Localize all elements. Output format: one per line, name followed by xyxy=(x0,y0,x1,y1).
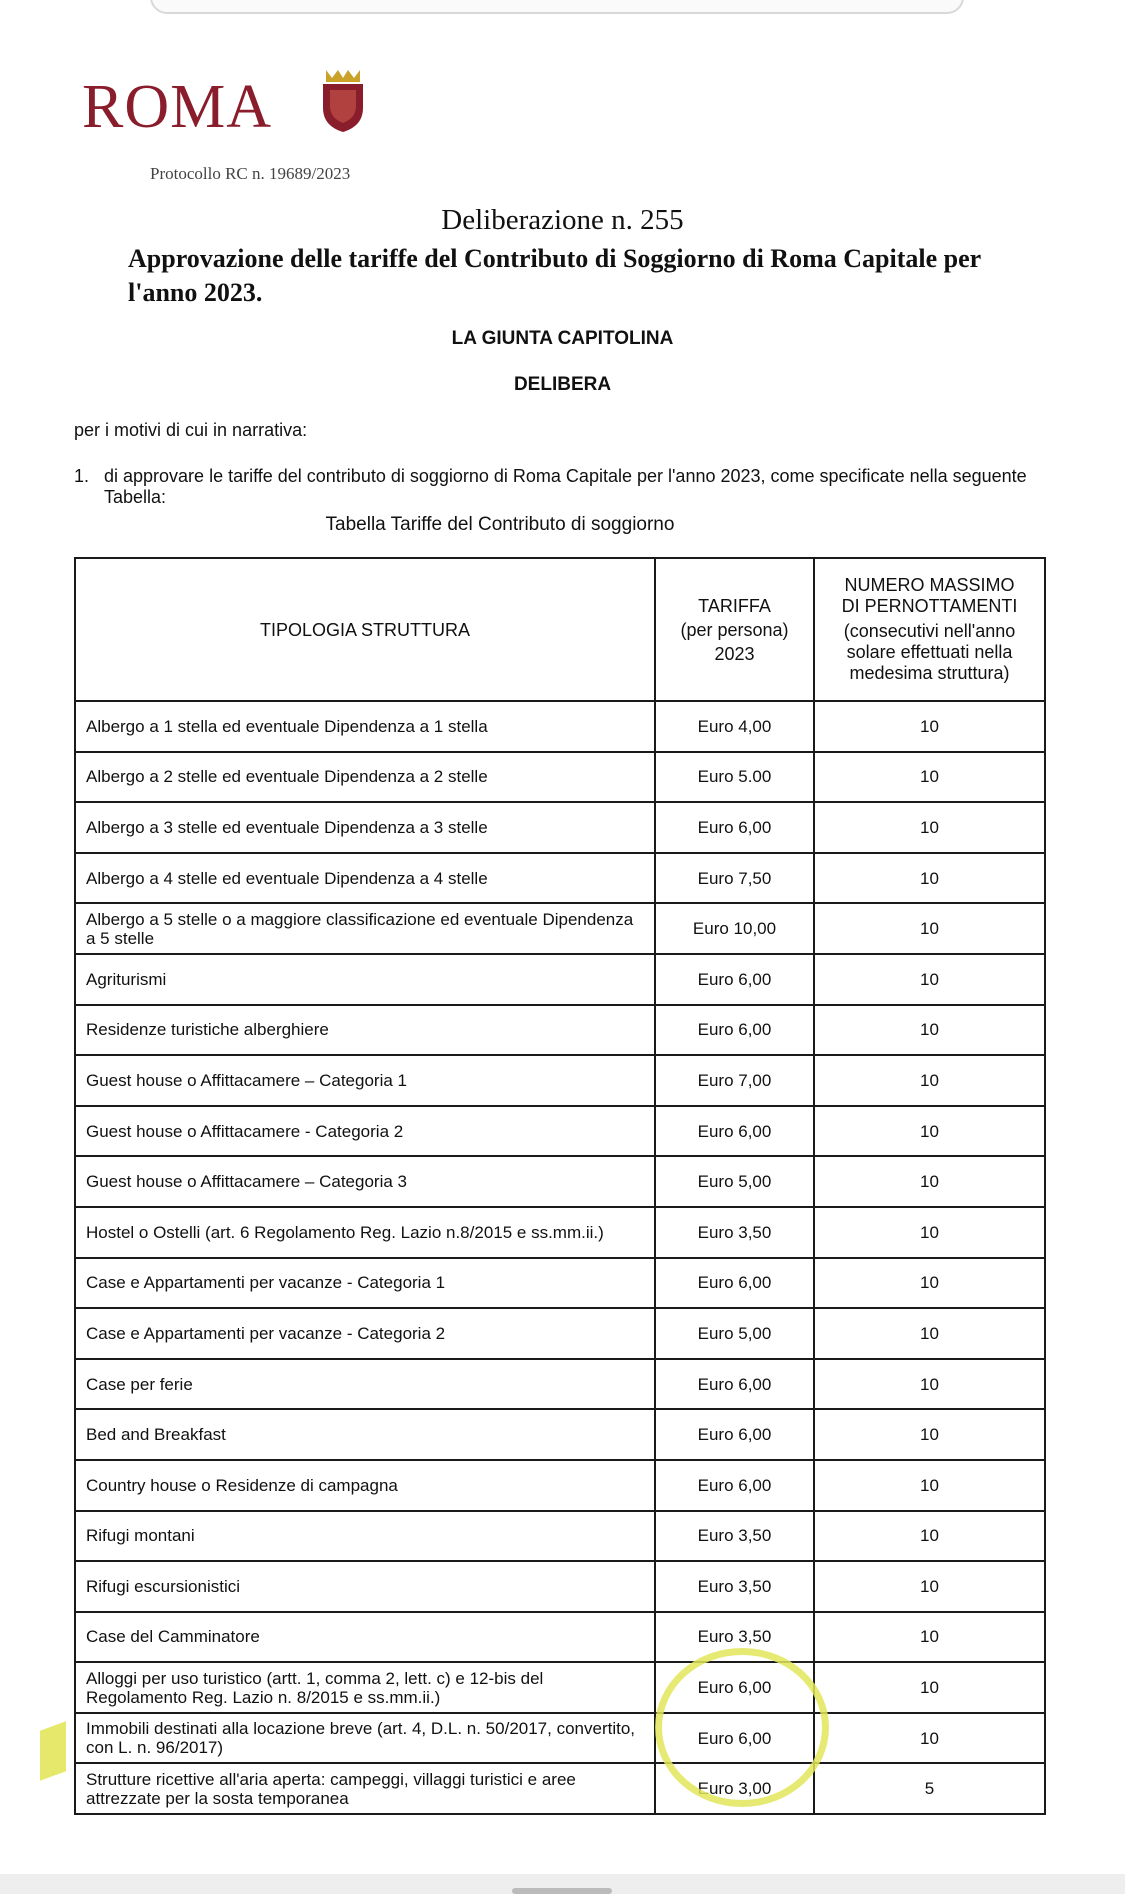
table-row xyxy=(75,1359,1045,1410)
header-type: TIPOLOGIA STRUTTURA xyxy=(75,558,655,701)
row-max: 10 xyxy=(814,701,1045,752)
row-type: Immobili destinati alla locazione breve (art. 4, D.L. n. 50/2017, convertito, con L. n. 96/2017) xyxy=(75,1713,655,1764)
row-rate: Euro 3,50 xyxy=(655,1561,814,1612)
row-max: 10 xyxy=(814,1460,1045,1511)
header-max xyxy=(814,558,1045,701)
table-row xyxy=(75,701,1045,752)
row-type: Albergo a 4 stelle ed eventuale Dipendenza a 4 stelle xyxy=(75,853,655,904)
row-max: 10 xyxy=(814,1561,1045,1612)
row-rate: Euro 6,00 xyxy=(655,1460,814,1511)
point-number: 1. xyxy=(74,466,90,486)
row-max: 10 xyxy=(814,1055,1045,1106)
row-rate: Euro 5,00 xyxy=(655,1156,814,1207)
row-max: 10 xyxy=(814,1612,1045,1663)
row-type: Albergo a 1 stella ed eventuale Dipendenza a 1 stella xyxy=(75,701,655,752)
row-max: 10 xyxy=(814,1005,1045,1056)
table-row xyxy=(75,1258,1045,1309)
table-row xyxy=(75,954,1045,1005)
row-max: 10 xyxy=(814,853,1045,904)
table-row xyxy=(75,1713,1045,1764)
header-rate xyxy=(655,558,814,701)
table-caption: Tabella Tariffe del Contributo di soggiorno xyxy=(325,514,675,535)
table-row xyxy=(75,1207,1045,1258)
table-row xyxy=(75,1662,1045,1713)
header-max-line: DI PERNOTTAMENTI xyxy=(841,596,1018,616)
protocol-number: Protocollo RC n. 19689/2023 xyxy=(150,164,351,183)
row-rate: Euro 6,00 xyxy=(655,1258,814,1309)
row-rate: Euro 6,00 xyxy=(655,1662,814,1713)
row-rate: Euro 3,50 xyxy=(655,1612,814,1663)
row-max: 10 xyxy=(814,752,1045,803)
table-row xyxy=(75,1763,1045,1814)
row-type: Albergo a 3 stelle ed eventuale Dipendenza a 3 stelle xyxy=(75,802,655,853)
header-rate-line: TARIFFA xyxy=(698,595,771,616)
header-max-line: solare effettuati nella xyxy=(846,642,1013,662)
row-rate: Euro 3,50 xyxy=(655,1207,814,1258)
row-max: 10 xyxy=(814,802,1045,853)
rates-table xyxy=(74,557,1046,1815)
header-max-line: (consecutivi nell'anno xyxy=(843,621,1016,641)
row-type: Case del Camminatore xyxy=(75,1612,655,1663)
row-max: 10 xyxy=(814,1359,1045,1410)
highlight-marker-annotation xyxy=(40,1721,66,1780)
row-max: 10 xyxy=(814,1258,1045,1309)
table-row xyxy=(75,1156,1045,1207)
row-type: Guest house o Affittacamere - Categoria 2 xyxy=(75,1106,655,1157)
row-max: 10 xyxy=(814,903,1045,954)
row-max: 5 xyxy=(814,1763,1045,1814)
row-rate: Euro 3,00 xyxy=(655,1763,814,1814)
row-max: 10 xyxy=(814,954,1045,1005)
row-type: Residenze turistiche alberghiere xyxy=(75,1005,655,1056)
table-row xyxy=(75,1409,1045,1460)
row-type: Case per ferie xyxy=(75,1359,655,1410)
home-indicator xyxy=(512,1888,612,1894)
row-rate: Euro 6,00 xyxy=(655,954,814,1005)
point-text: di approvare le tariffe del contributo di soggiorno di Roma Capitale per l'anno 2023, come specificate nella seguente Tabella: xyxy=(104,466,1027,507)
row-max: 10 xyxy=(814,1106,1045,1157)
table-header-row xyxy=(75,558,1045,701)
table-row xyxy=(75,752,1045,803)
decision-point xyxy=(74,466,1054,508)
row-type: Guest house o Affittacamere – Categoria 3 xyxy=(75,1156,655,1207)
row-rate: Euro 6,00 xyxy=(655,1106,814,1157)
row-type: Case e Appartamenti per vacanze - Categoria 2 xyxy=(75,1308,655,1359)
row-max: 10 xyxy=(814,1662,1045,1713)
row-type: Strutture ricettive all'aria aperta: campeggi, villaggi turistici e aree attrezzate per la sosta temporanea xyxy=(75,1763,655,1814)
body-heading: LA GIUNTA CAPITOLINA xyxy=(451,328,674,349)
row-type: Agriturismi xyxy=(75,954,655,1005)
browser-top-bar xyxy=(150,0,964,14)
row-max: 10 xyxy=(814,1713,1045,1764)
row-max: 10 xyxy=(814,1409,1045,1460)
row-rate: Euro 5.00 xyxy=(655,752,814,803)
row-max: 10 xyxy=(814,1156,1045,1207)
row-max: 10 xyxy=(814,1308,1045,1359)
row-rate: Euro 10,00 xyxy=(655,903,814,954)
table-row xyxy=(75,1005,1045,1056)
row-rate: Euro 6,00 xyxy=(655,1409,814,1460)
header-max-line: medesima struttura) xyxy=(849,663,1010,683)
row-rate: Euro 7,00 xyxy=(655,1055,814,1106)
row-rate: Euro 7,50 xyxy=(655,853,814,904)
row-max: 10 xyxy=(814,1511,1045,1562)
table-row xyxy=(75,1308,1045,1359)
table-row xyxy=(75,853,1045,904)
row-type: Rifugi montani xyxy=(75,1511,655,1562)
deliberation-title: Approvazione delle tariffe del Contributo di Soggiorno di Roma Capitale per l'anno 2023. xyxy=(128,244,981,307)
roma-logo-text: ROMA xyxy=(82,73,273,141)
row-type: Hostel o Ostelli (art. 6 Regolamento Reg. Lazio n.8/2015 e ss.mm.ii.) xyxy=(75,1207,655,1258)
highlight-circle-annotation xyxy=(655,1648,829,1807)
row-type: Bed and Breakfast xyxy=(75,1409,655,1460)
table-row xyxy=(75,802,1045,853)
row-type: Case e Appartamenti per vacanze - Categoria 1 xyxy=(75,1258,655,1309)
row-type: Country house o Residenze di campagna xyxy=(75,1460,655,1511)
header-rate-line: (per persona) xyxy=(680,619,789,640)
intro-reason: per i motivi di cui in narrativa: xyxy=(74,420,308,440)
row-type: Alloggi per uso turistico (artt. 1, comma 2, lett. c) e 12-bis del Regolamento Reg. Lazio n. 8/2015 e ss.mm.ii.) xyxy=(75,1662,655,1713)
row-rate: Euro 5,00 xyxy=(655,1308,814,1359)
table-row xyxy=(75,1511,1045,1562)
row-rate: Euro 4,00 xyxy=(655,701,814,752)
row-rate: Euro 6,00 xyxy=(655,802,814,853)
table-row xyxy=(75,1612,1045,1663)
table-row xyxy=(75,903,1045,954)
table-row xyxy=(75,1106,1045,1157)
row-type: Albergo a 2 stelle ed eventuale Dipendenza a 2 stelle xyxy=(75,752,655,803)
row-max: 10 xyxy=(814,1207,1045,1258)
header-max-line: NUMERO MASSIMO xyxy=(844,575,1015,595)
table-row xyxy=(75,1460,1045,1511)
row-rate: Euro 3,50 xyxy=(655,1511,814,1562)
row-type: Rifugi escursionistici xyxy=(75,1561,655,1612)
roma-shield-icon xyxy=(318,68,368,134)
row-rate: Euro 6,00 xyxy=(655,1359,814,1410)
deliberation-number: Deliberazione n. 255 xyxy=(441,204,684,236)
row-rate: Euro 6,00 xyxy=(655,1005,814,1056)
row-type: Guest house o Affittacamere – Categoria 1 xyxy=(75,1055,655,1106)
row-type: Albergo a 5 stelle o a maggiore classificazione ed eventuale Dipendenza a 5 stelle xyxy=(75,903,655,954)
table-row xyxy=(75,1561,1045,1612)
row-rate: Euro 6,00 xyxy=(655,1713,814,1764)
decision-heading: DELIBERA xyxy=(513,374,612,395)
table-row xyxy=(75,1055,1045,1106)
header-rate-line: 2023 xyxy=(714,643,755,664)
